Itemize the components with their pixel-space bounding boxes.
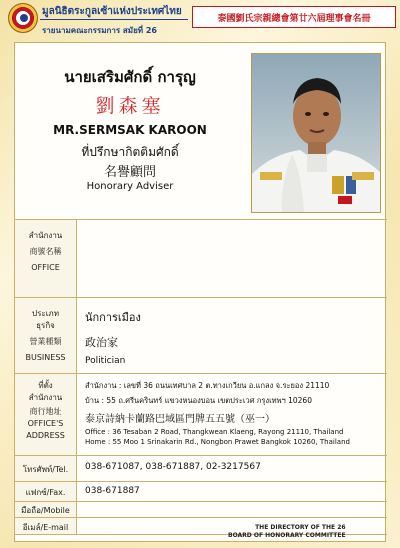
office-row [15,219,387,297]
address-line-5: Home : 55 Moo 1 Srinakarin Rd., Nongbon Prawet Bangkok 10260, Thailand [85,438,350,446]
title-chinese: 名譽顧問 [103,165,156,180]
portrait-illustration [252,54,381,213]
office-label [15,220,77,297]
fax-label: แฟกซ์/Fax. [15,482,77,501]
address-line-4: Office : 36 Tesaban 2 Road, Thangkwean Klaeng, Rayong 21110, Thailand [85,428,344,436]
business-value-english: Politician [85,356,126,366]
address-line-1: สำนักงาน : เลขที่ 36 ถนนเทศบาล 2 ต.ทางเกวียน อ.แกลง จ.ระยอง 21110 [85,381,330,390]
office-label-chinese: 商號名稱 [29,247,62,256]
address-row [15,373,387,455]
footer-line-2: BOARD OF HONORARY COMMITTEE [228,532,346,539]
chinese-title: 泰國劉氏宗親總會第廿六屆理事會名冊 [192,6,396,28]
header [0,0,400,40]
email-label: อีเมล์/E-mail [15,518,77,534]
portrait-photo [251,53,381,213]
footer [228,524,346,540]
business-label-chinese: 營業種類 [29,337,62,346]
business-value-thai: นักการเมือง [85,311,141,324]
business-label [15,298,77,373]
name-thai: นายเสริมศักดิ์ การุญ [64,68,196,86]
address-label-chinese: 商行地址 [29,407,62,416]
tel-label: โทรศัพท์/Tel. [15,456,77,481]
address-label [15,374,77,455]
committee-subtitle: รายนามคณะกรรมการ สมัยที่ 26 [42,26,157,35]
name-english: MR.SERMSAK KAROON [53,123,207,137]
address-label-english-2: ADDRESS [26,431,65,440]
address-label-english-1: OFFICE'S [27,419,64,428]
business-value-chinese: 政治家 [85,336,118,349]
foundation-name: มูลนิธิตระกูลเซ้าแห่งประเทศไทย [42,6,182,17]
business-label-thai-2: ธุรกิจ [36,321,55,330]
fax-value: 038-671887 [85,486,140,496]
business-row [15,297,387,373]
header-divider [40,19,188,20]
address-line-2: บ้าน : 55 ถ.ศรีนครินทร์ แขวงหนองบอน เขตประเวศ กรุงเทพฯ 10260 [85,396,312,405]
tel-row [15,455,387,481]
profile-card [14,42,386,542]
business-label-thai-1: ประเภท [32,309,59,318]
title-thai: ที่ปรึกษากิตติมศักดิ์ [81,145,179,159]
address-label-thai-2: สำนักงาน [28,393,63,402]
mobile-label: มือถือ/Mobile [15,502,77,517]
fax-row [15,481,387,501]
office-label-english: OFFICE [31,263,60,272]
address-value [85,380,350,446]
address-line-3: 泰京詩納卡蘭路巴域區門牌五五號（巫一） [85,414,275,425]
foundation-logo [8,3,38,33]
footer-line-1: THE DIRECTORY OF THE 26 [255,524,346,531]
name-chinese: 劉森塞 [95,95,165,117]
address-label-thai-1: ที่ตั้ง [38,381,53,390]
tel-value: 038-671087, 038-671887, 02-3217567 [85,462,261,472]
mobile-row [15,501,387,517]
business-value [85,308,141,366]
office-label-thai: สำนักงาน [28,231,63,240]
business-label-english: BUSINESS [25,353,66,362]
title-english: Honorary Adviser [86,181,174,192]
